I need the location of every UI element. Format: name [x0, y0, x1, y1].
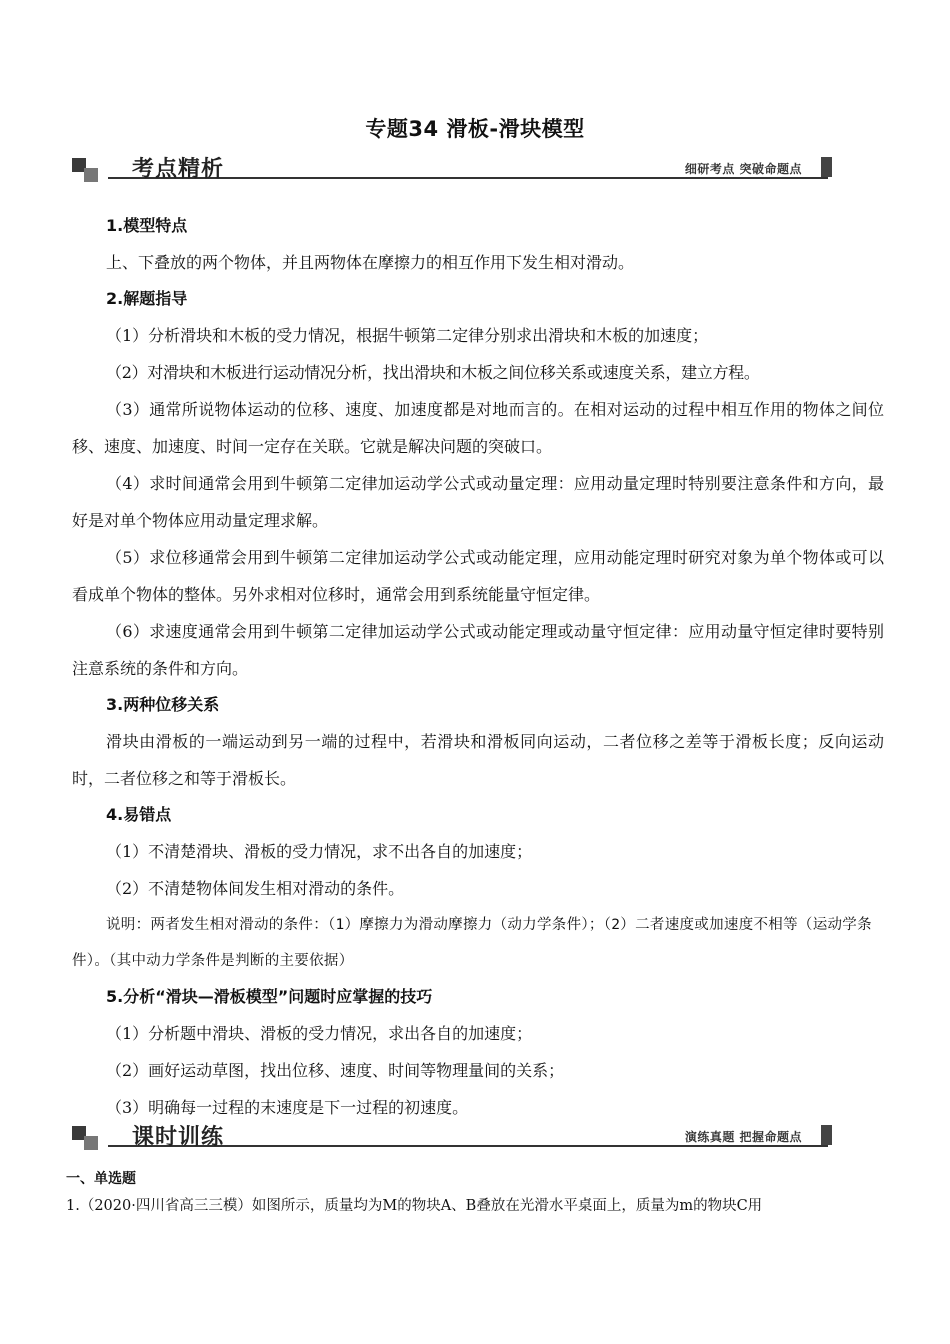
exercise-section-title: 一、单选题: [66, 1171, 136, 1187]
list-item: （1）分析题中滑块、滑板的受力情况，求出各自的加速度；: [106, 1024, 533, 1043]
page-title: 专题34 滑板-滑块模型: [365, 117, 585, 141]
list-item: （3）通常所说物体运动的位移、速度、加速度都是对地而言的。在相对运动的过程中相互作用的物体之间位移、速度、加速度、时间一定存在关联。它就是解决问题的突破口。: [72, 400, 884, 456]
paragraph: 滑块由滑板的一端运动到另一端的过程中，若滑块和滑板同向运动，二者位移之差等于滑板长度；反向运动时，二者位移之和等于滑板长。: [72, 732, 884, 788]
list-item: （2）不清楚物体间发生相对滑动的条件。: [106, 879, 405, 898]
list-item: （1）分析滑块和木板的受力情况，根据牛顿第二定律分别求出滑块和木板的加速度；: [106, 326, 709, 345]
list-item: （6）求速度通常会用到牛顿第二定律加运动学公式或动能定理或动量守恒定律：应用动量守恒定律时要特别注意系统的条件和方向。: [72, 622, 884, 678]
question-text: 1.（2020·四川省高三三模）如图所示，质量均为M的物块A、B叠放在光滑水平桌面上，质量为m的物块C用: [66, 1198, 763, 1214]
list-item: （2）对滑块和木板进行运动情况分析，找出滑块和木板之间位移关系或速度关系，建立方程。: [106, 363, 760, 382]
banner-heading: 考点精析: [132, 157, 225, 182]
banner-end-bar: [821, 157, 832, 177]
list-item: （1）不清楚滑块、滑板的受力情况，求不出各自的加速度；: [106, 842, 533, 861]
section-banner-training: [72, 1120, 832, 1154]
section-heading: 1.模型特点: [106, 216, 188, 235]
banner-square-icon: [84, 1136, 98, 1150]
section-heading: 4.易错点: [106, 805, 172, 824]
banner-end-bar: [821, 1125, 832, 1145]
section-heading: 5.分析“滑块—滑板模型”问题时应掌握的技巧: [106, 987, 433, 1006]
paragraph: 上、下叠放的两个物体，并且两物体在摩擦力的相互作用下发生相对滑动。: [106, 253, 635, 272]
list-item: （5）求位移通常会用到牛顿第二定律加运动学公式或动能定理，应用动能定理时研究对象为单个物体或可以看成单个物体的整体。另外求相对位移时，通常会用到系统能量守恒定律。: [72, 548, 884, 604]
section-banner-analysis: [72, 152, 832, 186]
banner-tagline: 细研考点 突破命题点: [684, 162, 802, 176]
main-content: [72, 208, 884, 1126]
section-heading: 2.解题指导: [106, 289, 188, 308]
banner-heading: 课时训练: [132, 1125, 225, 1150]
section-heading: 3.两种位移关系: [106, 695, 220, 714]
banner-tagline: 演练真题 把握命题点: [684, 1130, 802, 1144]
list-item: （2）画好运动草图，找出位移、速度、时间等物理量间的关系；: [106, 1061, 565, 1080]
list-item: （4）求时间通常会用到牛顿第二定律加运动学公式或动量定理：应用动量定理时特别要注意条件和方向，最好是对单个物体应用动量定理求解。: [72, 474, 884, 530]
note-paragraph: 说明：两者发生相对滑动的条件：（1）摩擦力为滑动摩擦力（动力学条件）；（2）二者速度或加速度不相等（运动学条件）。（其中动力学条件是判断的主要依据）: [72, 917, 872, 969]
banner-square-icon: [84, 168, 98, 182]
list-item: （3）明确每一过程的末速度是下一过程的初速度。: [106, 1098, 469, 1117]
